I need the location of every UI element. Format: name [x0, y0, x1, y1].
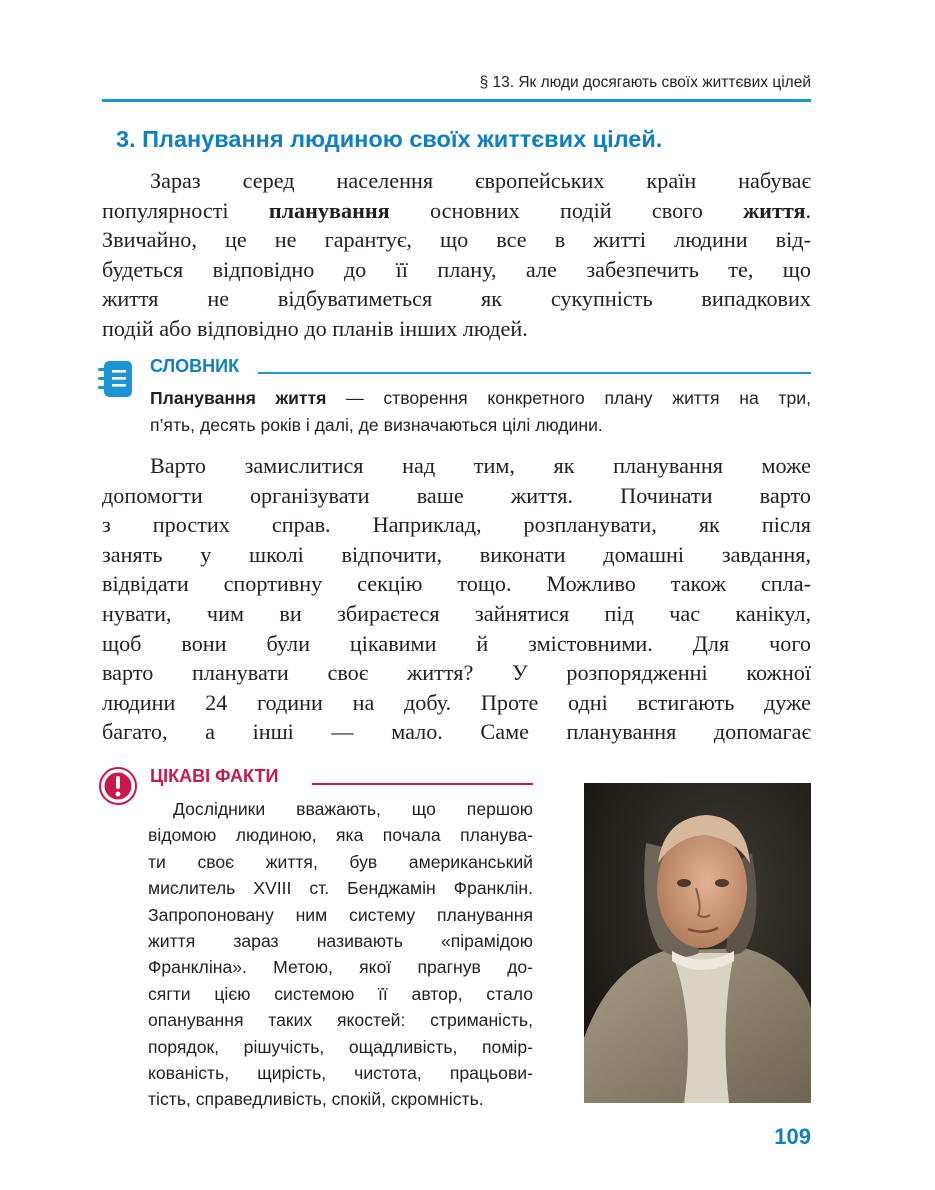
bold-term: життя: [743, 197, 806, 223]
paragraph-line: Зараз серед населення європейських країн набуває: [150, 168, 811, 193]
vocabulary-definition: [150, 385, 811, 439]
vocabulary-rule: [258, 372, 811, 374]
paragraph-line: людини 24 години на добу. Проте одні встигають дуже: [102, 689, 811, 715]
page-number: 109: [774, 1124, 811, 1149]
paragraph-line: Звичайно, це не гарантує, що все в житті людини від-: [102, 227, 811, 253]
definition-line: [150, 385, 811, 412]
paragraph-line: відвідати спортивну секцію тощо. Можливо також спла-: [102, 571, 811, 597]
paragraph-line: занять у школі відпочити, виконати домашні завдання,: [102, 541, 811, 567]
paragraph-line: варто планувати своє життя? У розпорядженні кожної: [102, 660, 811, 686]
vocabulary-term: Планування життя: [150, 388, 327, 408]
facts-line: ти своє життя, був американський: [148, 851, 533, 872]
paragraph-line: [102, 196, 811, 226]
text-run: популярності: [102, 197, 269, 223]
facts-rule: [312, 783, 533, 785]
facts-text: [148, 796, 533, 1113]
paragraph-line: багато, а інші — мало. Саме планування допомагає: [102, 719, 811, 745]
paragraph-line: допомогти організувати ваше життя. Починати варто: [102, 482, 811, 508]
bold-term: планування: [268, 197, 390, 223]
paragraph-line: з простих справ. Наприклад, розпланувати, як після: [102, 512, 811, 538]
section-title: 3. Планування людиною своїх життєвих цілей.: [116, 126, 663, 152]
paragraph-line: будеться відповідно до її плану, але забезпечить те, що: [102, 256, 811, 282]
facts-line: Запропоновану ним систему планування: [148, 904, 533, 925]
paragraph-line: щоб вони були цікавими й змістовними. Для чого: [102, 630, 811, 656]
running-head: § 13. Як люди досягають своїх життєвих цілей: [479, 74, 811, 91]
facts-heading: ЦІКАВІ ФАКТИ: [150, 766, 279, 786]
text-run: .: [805, 197, 812, 223]
facts-line: опанування таких якостей: стриманість,: [148, 1010, 533, 1031]
facts-line: мислитель XVIII ст. Бенджамін Франклін.: [148, 878, 533, 899]
facts-line: життя зараз називають «пірамідою: [148, 931, 533, 952]
notebook-icon: [96, 359, 136, 399]
text-run: основних подій свого: [389, 197, 744, 223]
text-run: — створення конкретного плану життя на три,: [326, 388, 811, 408]
paragraph-1: [102, 166, 811, 344]
facts-line: порядок, рішучість, ощадливість, помір-: [148, 1036, 533, 1057]
facts-line: відомою людиною, яка почала планува-: [148, 825, 533, 846]
facts-line: Франкліна». Метою, якої прагнув до-: [148, 957, 533, 978]
definition-line: п’ять, десять років і далі, де визначаються цілі людини.: [150, 415, 603, 435]
paragraph-2: [102, 451, 811, 747]
facts-line: тість, справедливість, спокій, скромність.: [148, 1089, 484, 1110]
facts-line: сягти цією системою її автор, стало: [148, 983, 533, 1004]
facts-line: кованість, щирість, чистота, працьови-: [148, 1063, 533, 1084]
facts-line: Дослідники вважають, що першою: [173, 799, 533, 819]
vocabulary-heading: СЛОВНИК: [150, 356, 240, 376]
paragraph-line: подій або відповідно до планів інших людей.: [102, 315, 528, 341]
portrait-image: [584, 783, 811, 1103]
header-rule: [102, 99, 811, 102]
exclamation-icon: [98, 766, 138, 806]
paragraph-line: життя не відбуватиметься як сукупність випадкових: [102, 286, 811, 312]
paragraph-line: Варто замислитися над тим, як планування може: [150, 453, 811, 478]
paragraph-line: нувати, чим ви збираєтеся зайнятися під час канікул,: [102, 600, 811, 626]
